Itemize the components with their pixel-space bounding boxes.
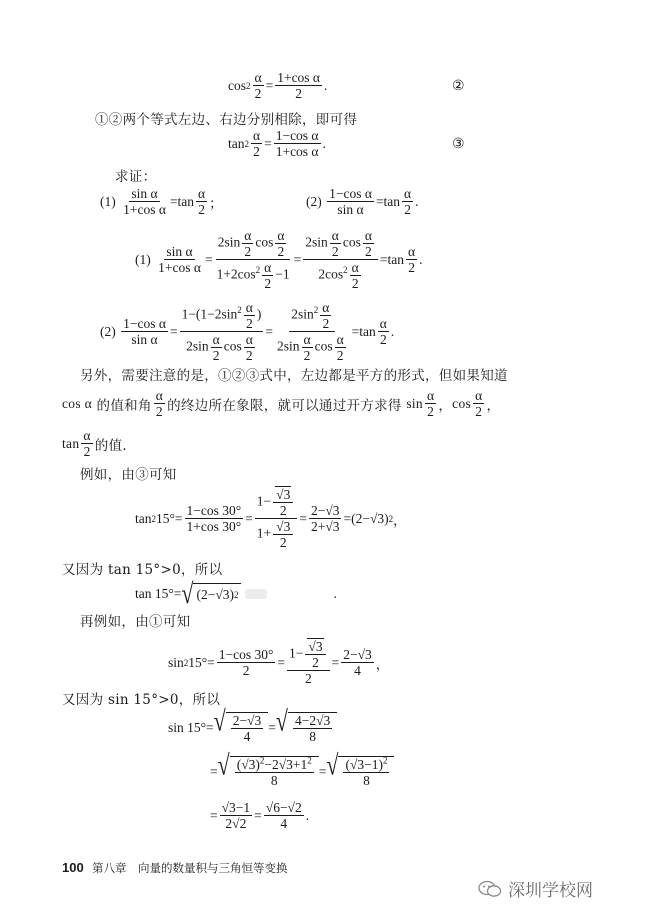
paragraph-note-cont: cos α 的值和角 α 2 的终边所在象限，就可以通过开方求得 sin α 2 ， cos α 2 ， [62,388,501,419]
prove-item-2: (2) 1−cos α sin α =tan α 2 . [306,186,419,217]
equation-label-2: ② [452,78,465,94]
equation-tan-half-angle: tan 2 α 2 = 1−cos α 1+cos α . [228,128,326,159]
equation-tan-15: tan 15°= √ (2−√3) 2 . [135,577,337,610]
prove-heading: 求证： [115,169,157,185]
equation-label-3: ③ [452,136,465,152]
proof-1: (1) sin α 1+cos α = 2sin $\frac{\alpha}{2}$ cos $\frac{\alpha}{2}$ $1+2\cos^2$ $\frac{\alpha}{2}$ −1 = 2sin $\frac{\alpha}{2}$ cos $\frac{\alpha}{2}$ $2\cos^2$ $\frac{\alpha}{2}$ =tan α 2 . [135,228,423,291]
chapter-title: 第八章 向量的数量积与三角恒等变换 [92,861,288,875]
page-number: 100 [62,860,84,875]
equation-tan-15-squared: tan 2 15°= 1−cos 30° 1+cos 30° = 1− $\frac{√3}{2}$ 1+ $\frac{√3}{2}$ = 2−√3 2+√3 =(2−√3) 2 ， [135,487,407,550]
paragraph-divide: ①②两个等式左边、右边分别相除，即可得 [95,112,358,128]
paragraph-tan-positive: 又因为 tan 15°>0，所以 [62,562,223,578]
paragraph-note-end: tan α 2 的值. [62,428,127,459]
proof-2: (2) 1−cos α sin α = $1-(1-2\sin^2$ $\frac{\alpha}{2}$ ) 2sin $\frac{\alpha}{2}$ cos $\frac{\alpha}{2}$ = $2\sin^2$ $\frac{\alpha}{2}$ 2sin $\frac{\alpha}{2}$ cos $\frac{\alpha}{2}$ =tan α 2 . [100,300,395,363]
wechat-icon [478,880,502,898]
item-label-2: (2) [306,193,322,209]
watermark [478,876,593,901]
equation-cos-half-angle: cos 2 α 2 = 1+cos α 2 . [228,70,328,101]
prove-item-1: (1) sin α 1+cos α =tan α 2 ； [100,186,223,217]
equation-sin-15-step3: = √3−1 2√2 = √6−√2 4 . [210,800,310,831]
equation-sin-15-step1: sin 15°= √ 2−√3 4 = √ 4−2√3 8 [168,712,337,744]
equation-sin-15-step2: = √ $(√3)^2-2√3+1^2$ 8 = √ $(√3-1)^2$ 8 [210,756,394,788]
example-1-intro: 例如，由③可知 [80,467,177,483]
example-2-intro: 再例如，由①可知 [80,614,191,630]
watermark-text: 深圳学校网 [508,881,593,901]
paragraph-sin-positive: 又因为 sin 15°>0，所以 [62,692,221,708]
equation-sin-15-squared: sin 2 15°= 1−cos 30° 2 = 1− $\frac{√3}{2}$ 2 = 2−√3 4 ， [168,639,390,686]
item-label-1: (1) [100,193,116,209]
paragraph-note: 另外，需要注意的是，①②③式中，左边都是平方的形式，但如果知道 [80,368,508,384]
